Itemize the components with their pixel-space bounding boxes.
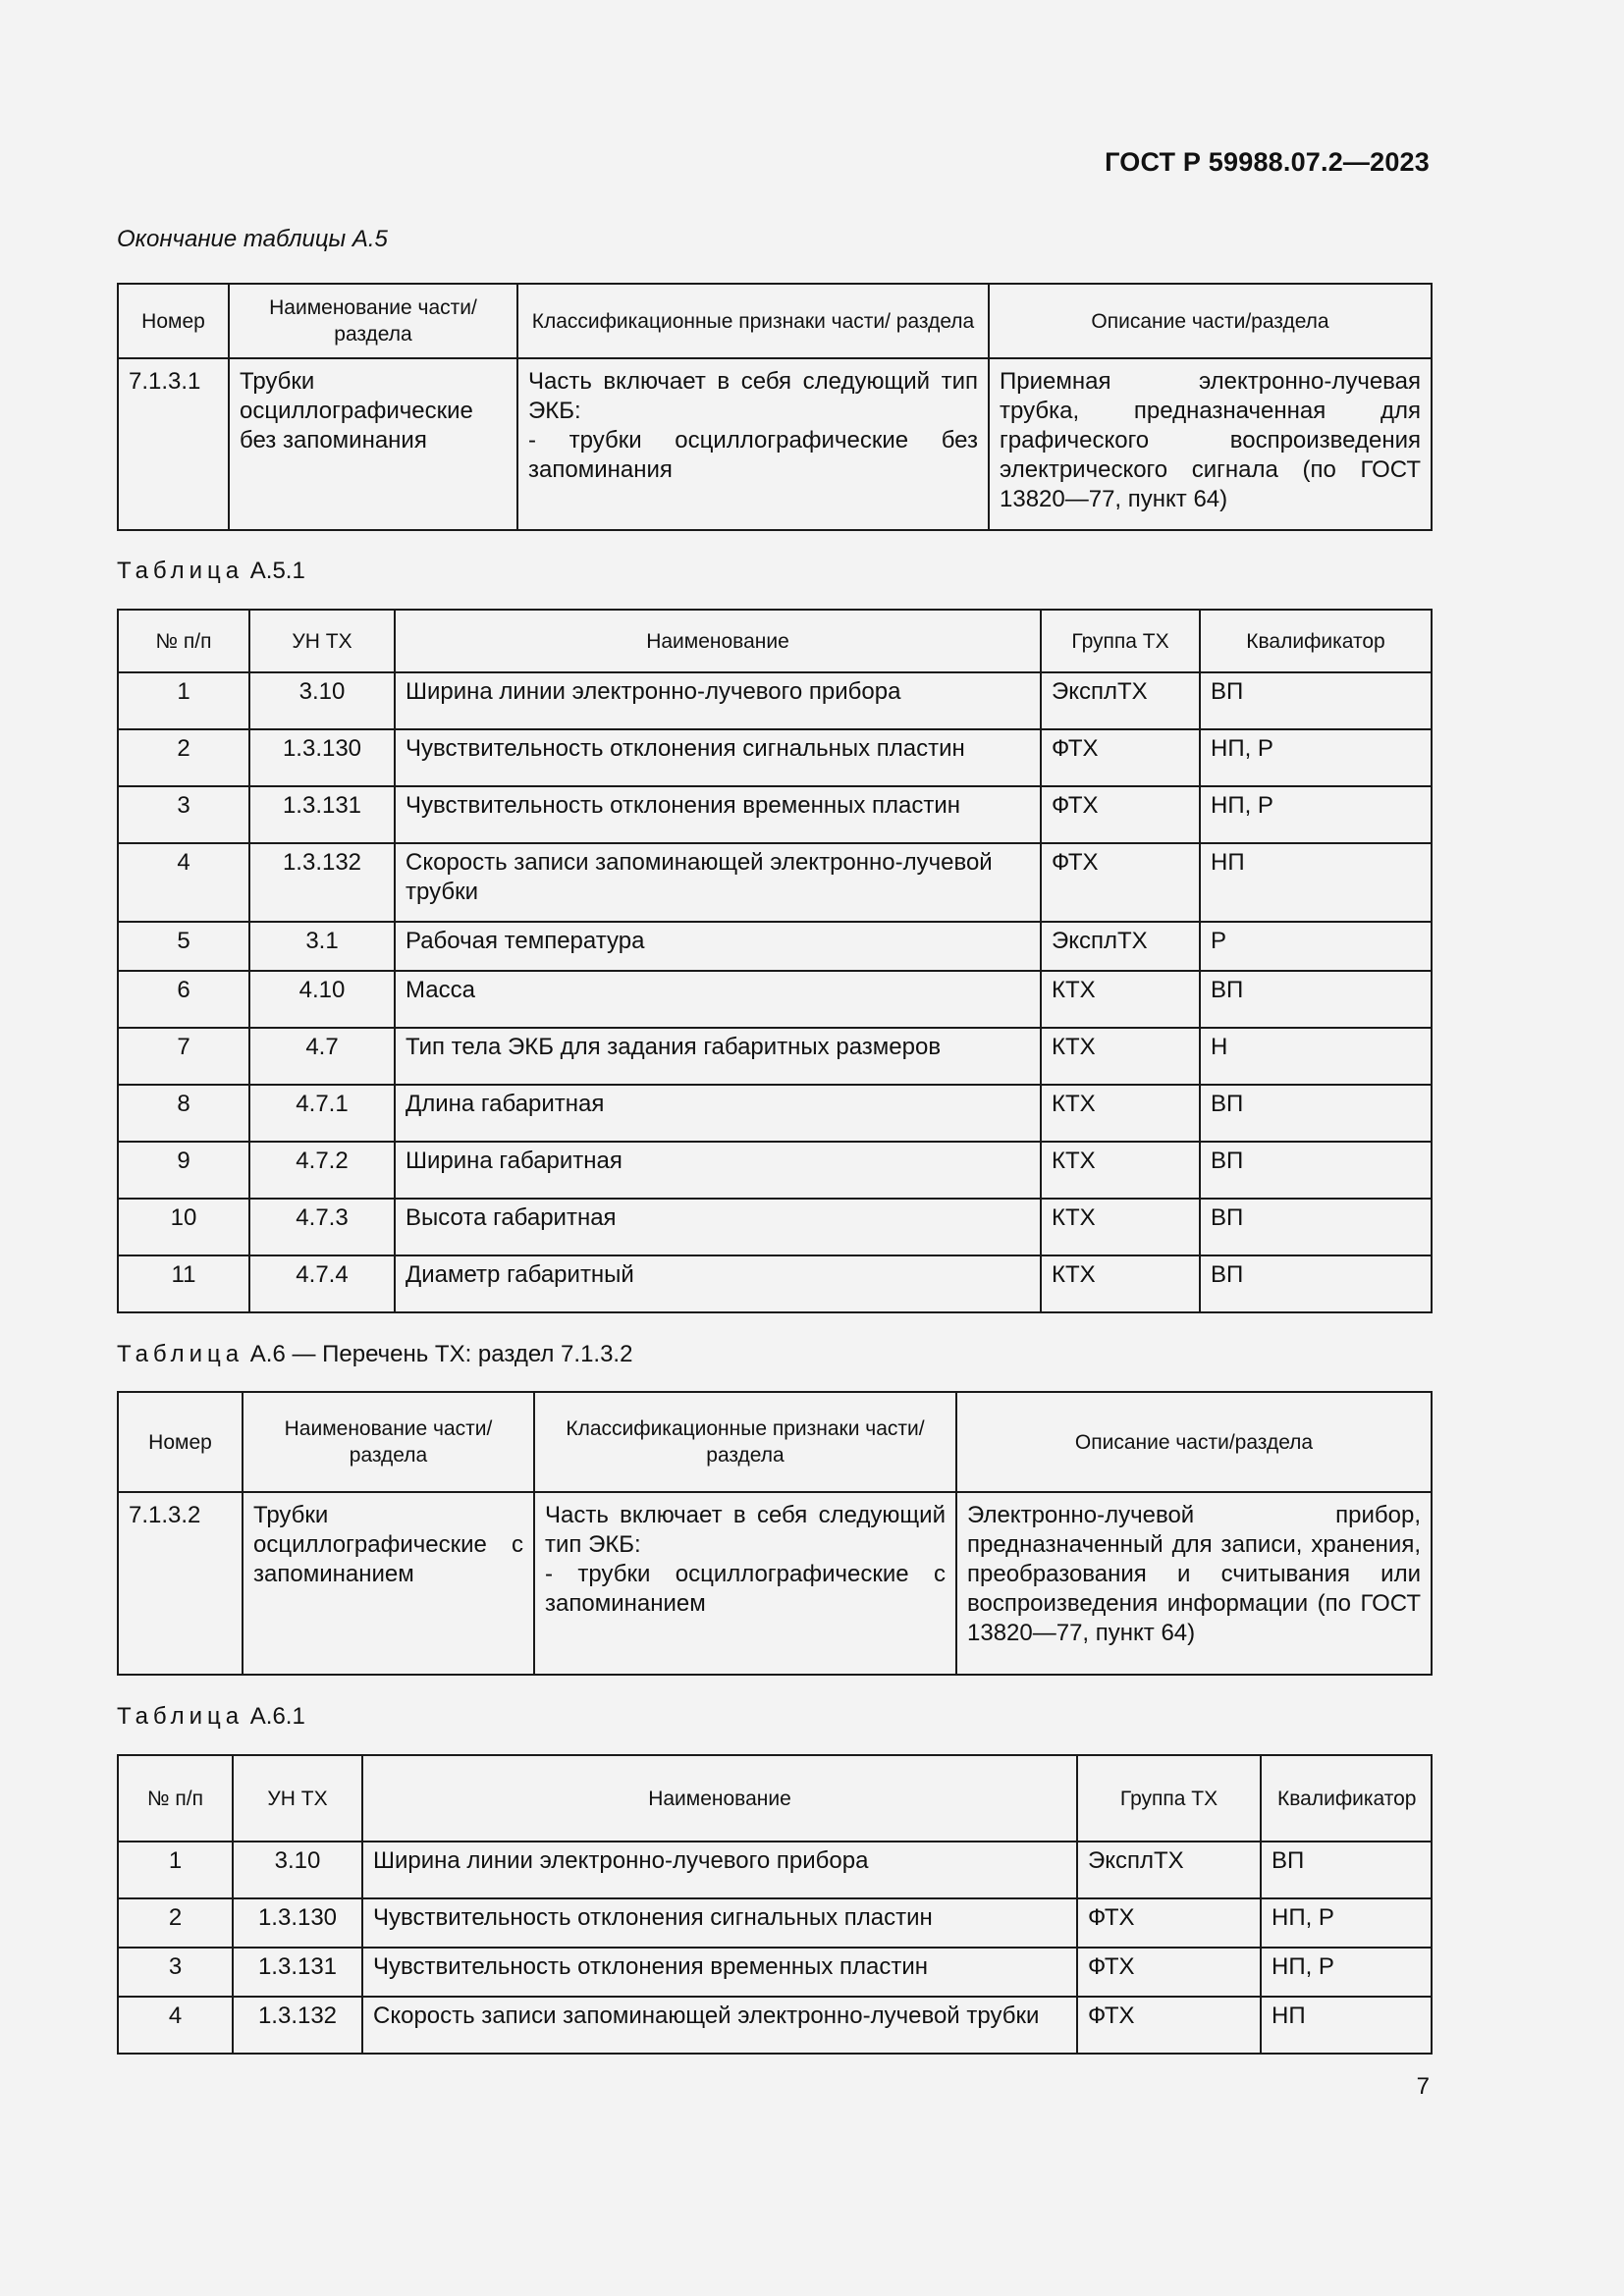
header-name: Наименование (362, 1755, 1077, 1842)
cell-features (517, 358, 989, 530)
cell-code: 4.7.2 (249, 1142, 395, 1199)
cell-name: Скорость записи запоминающей электронно-лучевой трубки (362, 1997, 1077, 2054)
table-row (118, 1898, 1432, 1948)
table-a51 (117, 609, 1433, 1313)
features-item: - трубки осциллографические без запоминания (528, 427, 978, 483)
cell-index: 10 (118, 1199, 249, 1255)
features-item: - трубки осциллографические с запоминанием (545, 1561, 946, 1617)
cell-index: 1 (118, 1842, 233, 1898)
cell-code: 4.10 (249, 971, 395, 1028)
header-code: УН ТХ (249, 610, 395, 672)
header-number: Номер (118, 1392, 243, 1492)
cell-name: Трубки осциллографические с запоминанием (243, 1492, 534, 1675)
cell-group: КТХ (1041, 1142, 1200, 1199)
cell-qualifier: ВП (1200, 971, 1432, 1028)
cell-name: Чувствительность отклонения сигнальных пластин (395, 729, 1041, 786)
cell-code: 1.3.130 (249, 729, 395, 786)
cell-code: 1.3.132 (233, 1997, 362, 2054)
header-description: Описание части/раздела (989, 284, 1432, 358)
caption-number: А.5.1 (249, 558, 305, 584)
table-a5 (117, 283, 1433, 531)
cell-code: 3.10 (233, 1842, 362, 1898)
header-group: Группа ТХ (1077, 1755, 1261, 1842)
cell-name: Длина габаритная (395, 1085, 1041, 1142)
cell-name: Ширина линии электронно-лучевого прибора (395, 672, 1041, 729)
table-header-row (118, 1392, 1432, 1492)
cell-index: 8 (118, 1085, 249, 1142)
table-a51-caption (117, 558, 305, 585)
table-row (118, 1199, 1432, 1255)
cell-number: 7.1.3.1 (118, 358, 229, 530)
cell-index: 1 (118, 672, 249, 729)
cell-name: Тип тела ЭКБ для задания габаритных размеров (395, 1028, 1041, 1085)
caption-word: Таблица (117, 1341, 244, 1367)
header-name: Наименование (395, 610, 1041, 672)
table-row (118, 786, 1432, 843)
cell-qualifier: НП (1261, 1997, 1432, 2054)
cell-name: Высота габаритная (395, 1199, 1041, 1255)
cell-group: КТХ (1041, 1199, 1200, 1255)
cell-index: 2 (118, 729, 249, 786)
header-index: № п/п (118, 610, 249, 672)
cell-qualifier: НП, Р (1261, 1948, 1432, 1997)
cell-code: 4.7.3 (249, 1199, 395, 1255)
cell-name: Рабочая температура (395, 922, 1041, 971)
cell-name: Чувствительность отклонения временных пластин (395, 786, 1041, 843)
table-a6 (117, 1391, 1433, 1676)
cell-qualifier: ВП (1200, 1255, 1432, 1312)
cell-description: Приемная электронно-лучевая трубка, предназначенная для графического воспроизведения электрического сигнала (по ГОСТ 13820—77, пункт 64) (989, 358, 1432, 530)
table-a6-caption (117, 1341, 632, 1368)
cell-group: ФТХ (1077, 1948, 1261, 1997)
table-a61 (117, 1754, 1433, 2055)
table-header-row (118, 284, 1432, 358)
cell-name: Диаметр габаритный (395, 1255, 1041, 1312)
table-row (118, 1997, 1432, 2054)
cell-group: ФТХ (1077, 1997, 1261, 2054)
header-index: № п/п (118, 1755, 233, 1842)
cell-index: 3 (118, 1948, 233, 1997)
cell-code: 3.10 (249, 672, 395, 729)
cell-code: 1.3.130 (233, 1898, 362, 1948)
header-code: УН ТХ (233, 1755, 362, 1842)
cell-group: КТХ (1041, 1085, 1200, 1142)
features-text: Часть включает в себя следующий тип ЭКБ: (545, 1502, 946, 1558)
table-a61-caption (117, 1703, 305, 1731)
cell-index: 4 (118, 843, 249, 922)
cell-qualifier: ВП (1200, 1142, 1432, 1199)
cell-index: 2 (118, 1898, 233, 1948)
caption-title: А.6 — Перечень ТХ: раздел 7.1.3.2 (249, 1341, 633, 1367)
table-row (118, 1842, 1432, 1898)
cell-name: Скорость записи запоминающей электронно-лучевой трубки (395, 843, 1041, 922)
cell-code: 1.3.132 (249, 843, 395, 922)
header-number: Номер (118, 284, 229, 358)
cell-index: 4 (118, 1997, 233, 2054)
cell-qualifier: НП, Р (1261, 1898, 1432, 1948)
cell-qualifier: НП (1200, 843, 1432, 922)
cell-code: 3.1 (249, 922, 395, 971)
header-description: Описание части/раздела (956, 1392, 1432, 1492)
cell-qualifier: НП, Р (1200, 729, 1432, 786)
cell-name: Трубки осциллографические без запоминания (229, 358, 517, 530)
table-row (118, 843, 1432, 922)
header-name: Наименование части/ раздела (243, 1392, 534, 1492)
cell-description: Электронно-лучевой прибор, предназначенный для записи, хранения, преобразования и считывания или воспроизведения информации (по ГОСТ 13820—77, пункт 64) (956, 1492, 1432, 1675)
cell-group: ЭксплТХ (1077, 1842, 1261, 1898)
cell-code: 1.3.131 (249, 786, 395, 843)
header-name: Наименование части/ раздела (229, 284, 517, 358)
cell-qualifier: Р (1200, 922, 1432, 971)
table-row (118, 729, 1432, 786)
cell-code: 4.7.4 (249, 1255, 395, 1312)
cell-group: ФТХ (1041, 729, 1200, 786)
table-row (118, 1085, 1432, 1142)
header-group: Группа ТХ (1041, 610, 1200, 672)
header-qualifier: Квалификатор (1200, 610, 1432, 672)
table-header-row (118, 1755, 1432, 1842)
features-text: Часть включает в себя следующий тип ЭКБ: (528, 368, 978, 424)
cell-code: 4.7 (249, 1028, 395, 1085)
cell-code: 4.7.1 (249, 1085, 395, 1142)
caption-word: Таблица (117, 1703, 244, 1730)
cell-index: 5 (118, 922, 249, 971)
table-row (118, 1492, 1432, 1675)
cell-name: Чувствительность отклонения временных пластин (362, 1948, 1077, 1997)
cell-index: 3 (118, 786, 249, 843)
document-code: ГОСТ Р 59988.07.2—2023 (1105, 147, 1430, 177)
cell-group: КТХ (1041, 971, 1200, 1028)
cell-name: Масса (395, 971, 1041, 1028)
cell-name: Ширина габаритная (395, 1142, 1041, 1199)
page-number: 7 (1416, 2073, 1430, 2100)
cell-index: 6 (118, 971, 249, 1028)
table-header-row (118, 610, 1432, 672)
cell-group: ФТХ (1077, 1898, 1261, 1948)
header-features: Классификационные признаки части/ раздела (517, 284, 989, 358)
table-a5-caption: Окончание таблицы А.5 (117, 226, 388, 252)
table-row (118, 1948, 1432, 1997)
cell-group: ЭксплТХ (1041, 672, 1200, 729)
header-qualifier: Квалификатор (1261, 1755, 1432, 1842)
cell-qualifier: ВП (1200, 672, 1432, 729)
table-row (118, 1142, 1432, 1199)
cell-qualifier: ВП (1200, 1085, 1432, 1142)
table-row (118, 1255, 1432, 1312)
cell-index: 11 (118, 1255, 249, 1312)
cell-index: 7 (118, 1028, 249, 1085)
cell-qualifier: ВП (1200, 1199, 1432, 1255)
cell-index: 9 (118, 1142, 249, 1199)
table-row (118, 672, 1432, 729)
cell-name: Ширина линии электронно-лучевого прибора (362, 1842, 1077, 1898)
cell-qualifier: НП, Р (1200, 786, 1432, 843)
cell-name: Чувствительность отклонения сигнальных пластин (362, 1898, 1077, 1948)
caption-word: Таблица (117, 558, 244, 584)
cell-group: ЭксплТХ (1041, 922, 1200, 971)
table-row (118, 922, 1432, 971)
caption-number: А.6.1 (249, 1703, 305, 1730)
cell-number: 7.1.3.2 (118, 1492, 243, 1675)
table-row (118, 1028, 1432, 1085)
header-features: Классификационные признаки части/ раздела (534, 1392, 956, 1492)
cell-code: 1.3.131 (233, 1948, 362, 1997)
cell-features (534, 1492, 956, 1675)
cell-qualifier: Н (1200, 1028, 1432, 1085)
table-row (118, 971, 1432, 1028)
cell-group: ФТХ (1041, 843, 1200, 922)
table-row (118, 358, 1432, 530)
cell-group: КТХ (1041, 1028, 1200, 1085)
cell-group: ФТХ (1041, 786, 1200, 843)
cell-group: КТХ (1041, 1255, 1200, 1312)
cell-qualifier: ВП (1261, 1842, 1432, 1898)
